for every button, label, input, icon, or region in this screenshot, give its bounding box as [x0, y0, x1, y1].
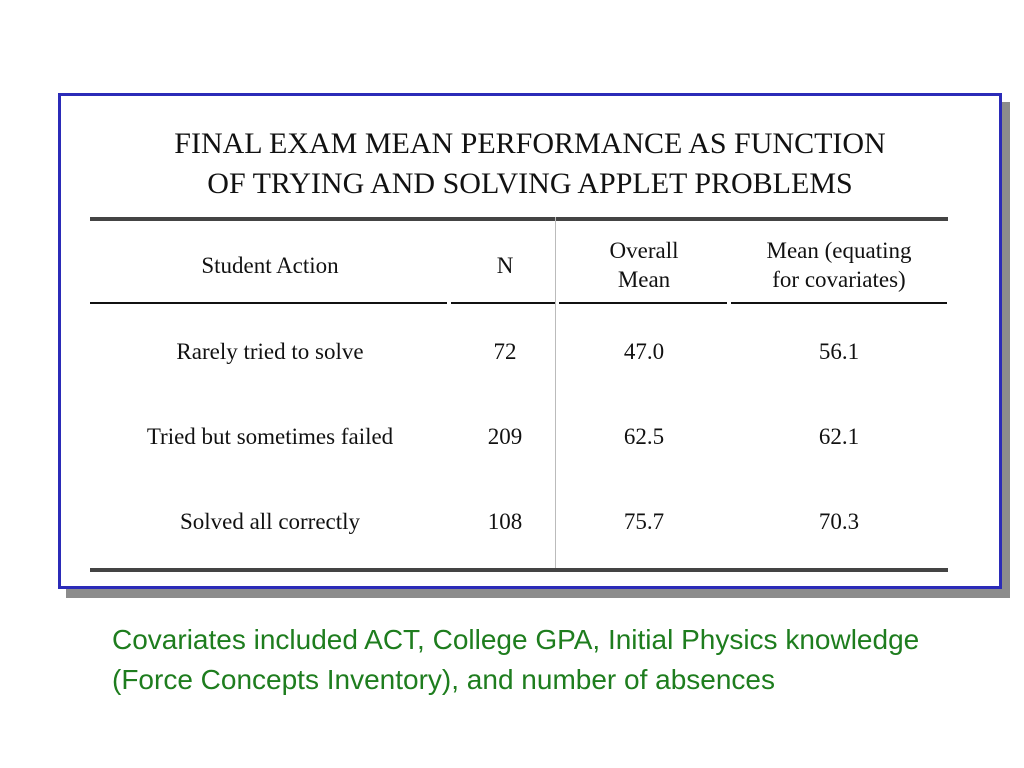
table-panel: [58, 93, 1002, 589]
header-overall-line-2: Mean: [617, 267, 671, 292]
row-2-mean: 62.1: [818, 424, 860, 449]
header-n: N: [496, 253, 514, 278]
row-2-action: Tried but sometimes failed: [146, 424, 394, 449]
row-2-n: 209: [487, 424, 523, 449]
header-rule-mean: [731, 302, 947, 304]
header-rule-action: [90, 302, 447, 304]
header-mean-line-2: for covariates): [772, 267, 906, 292]
header-rule-n: [451, 302, 555, 304]
row-3-overall: 75.7: [623, 509, 665, 534]
header-student-action: Student Action: [201, 253, 339, 278]
header-rule-overall: [559, 302, 727, 304]
row-1-action: Rarely tried to solve: [176, 339, 364, 364]
covariates-caption: Covariates included ACT, College GPA, Initial Physics knowledge (Force Concepts Inventory), and number of absences: [112, 624, 920, 695]
header-mean-covariates: [731, 236, 947, 294]
row-3-mean: 70.3: [818, 509, 860, 534]
row-3-n: 108: [487, 509, 523, 534]
title-line-2: OF TRYING AND SOLVING APPLET PROBLEMS: [207, 167, 853, 200]
header-mean-line-1: Mean (equating: [766, 238, 912, 263]
title-line-1: FINAL EXAM MEAN PERFORMANCE AS FUNCTION: [174, 127, 886, 160]
row-2-overall: 62.5: [623, 424, 665, 449]
bottom-rule: [90, 568, 948, 572]
header-overall-line-1: Overall: [609, 238, 679, 263]
row-1-mean: 56.1: [818, 339, 860, 364]
header-overall-mean: [559, 236, 729, 294]
top-rule: [90, 217, 948, 221]
row-3-action: Solved all correctly: [179, 509, 361, 534]
row-1-overall: 47.0: [623, 339, 665, 364]
table-title: [61, 124, 999, 204]
row-1-n: 72: [493, 339, 517, 364]
